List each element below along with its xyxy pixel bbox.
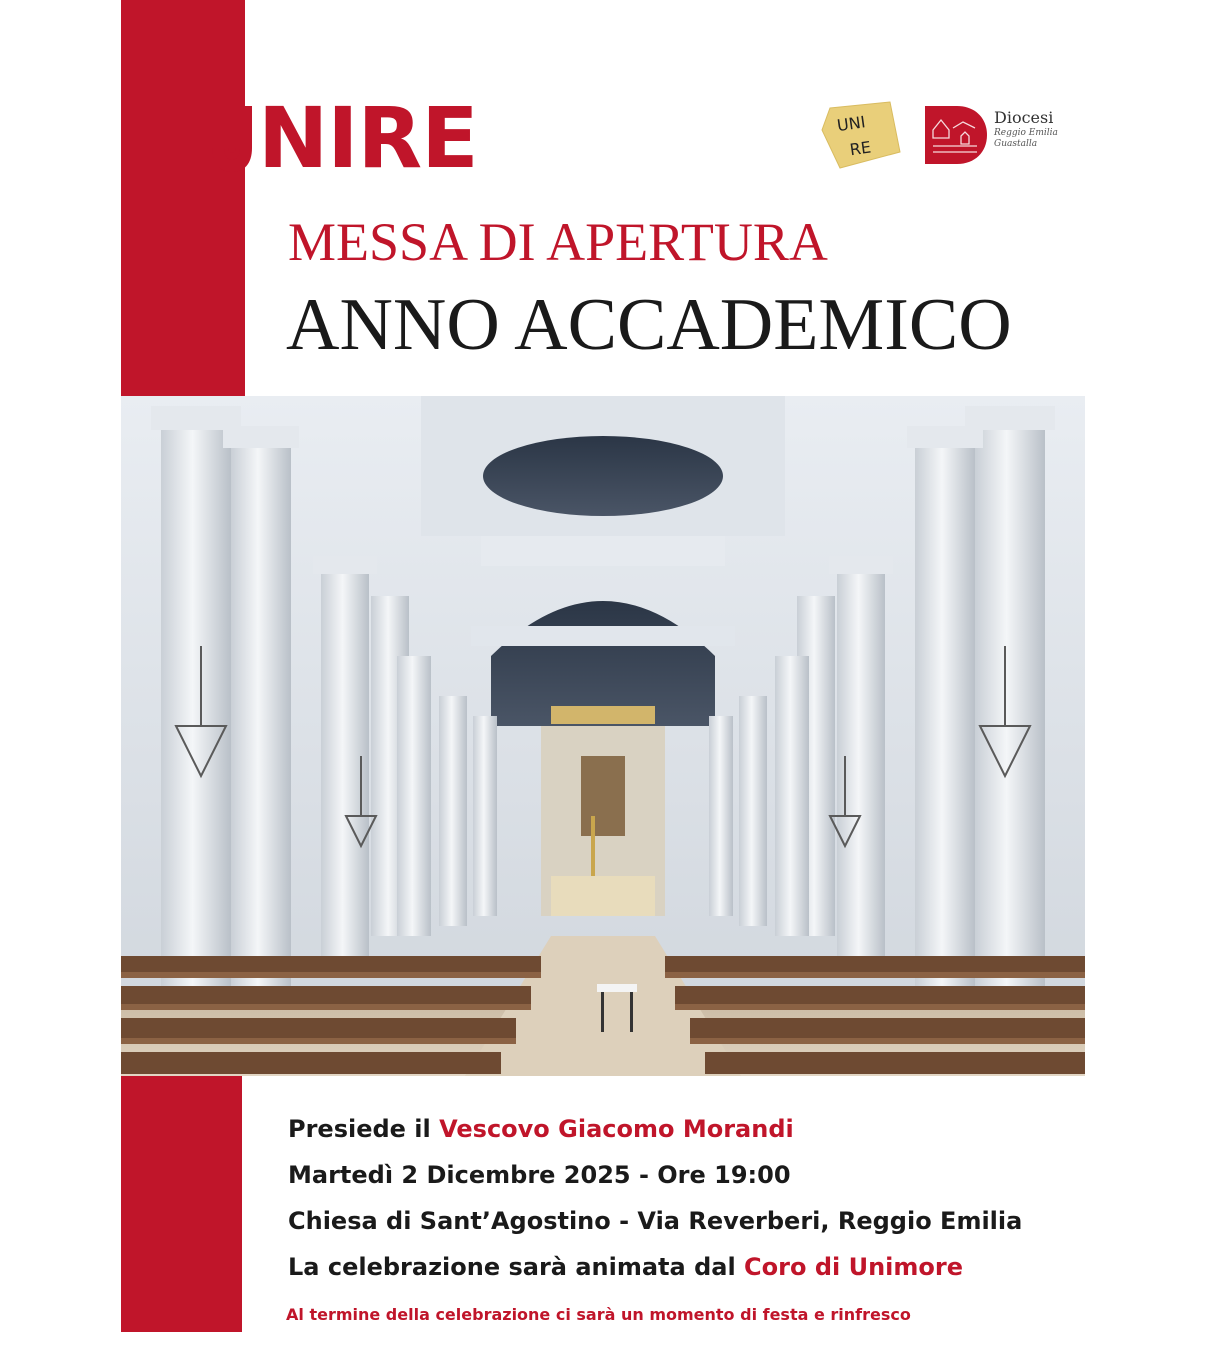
unire-wordmark [208, 89, 478, 187]
title-anno-accademico: ANNO ACCADEMICO [286, 284, 1012, 366]
svg-text:UNI: UNI [835, 112, 867, 136]
date-time-line: Martedì 2 Dicembre 2025 - Ore 19:00 [288, 1161, 791, 1189]
red-accent-bar-top [121, 0, 245, 396]
church-interior-photo [121, 396, 1085, 1076]
choir-name: Coro di Unimore [744, 1253, 963, 1281]
svg-text:RE: RE [848, 137, 873, 160]
choir-prefix: La celebrazione sarà animata dal [288, 1253, 745, 1281]
diocesi-text-block [994, 108, 1104, 150]
presider-line [288, 1106, 1108, 1152]
choir-line [288, 1244, 1108, 1290]
title-messa-di-apertura: MESSA DI APERTURA [288, 212, 828, 272]
presider-prefix: Presiede il [288, 1115, 440, 1143]
red-accent-bar-bottom [121, 1076, 242, 1332]
footer-note: Al termine della celebrazione ci sarà un momento di festa e rinfresco [286, 1305, 911, 1324]
location-line: Chiesa di Sant’Agostino - Via Reverberi, Reggio Emilia [288, 1207, 1023, 1235]
diocesi-subtitle-1: Reggio Emilia [994, 128, 1058, 138]
unire-wordmark-text: NIRE [258, 89, 478, 187]
diocesi-subtitle-2: Guastalla [994, 139, 1038, 149]
event-details [288, 1106, 1108, 1290]
unire-badge-logo [820, 100, 902, 170]
presider-name: Vescovo Giacomo Morandi [439, 1115, 794, 1143]
diocesi-emblem-icon [925, 106, 987, 164]
unire-u-logo-icon [208, 104, 256, 174]
diocesi-name: Diocesi [994, 108, 1054, 127]
